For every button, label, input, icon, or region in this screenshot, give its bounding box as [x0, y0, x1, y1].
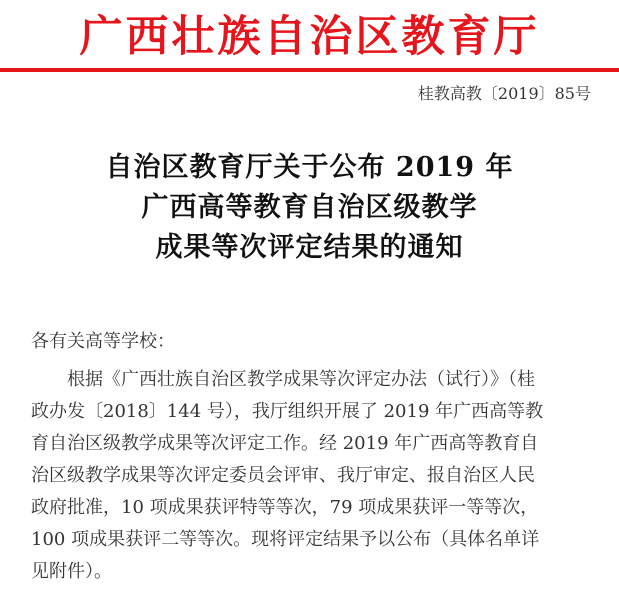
title-line-3: 成果等次评定结果的通知: [155, 232, 464, 263]
title-line-1: 自治区教育厅关于公布 2019 年: [105, 152, 514, 183]
body-line-2: 政办发〔2018〕144 号），我厅组织开展了 2019 年广西高等教: [31, 401, 544, 422]
document-number: 桂教高教〔2019〕85号: [417, 84, 591, 103]
body-paragraph: [31, 364, 596, 588]
agency-header: 广西壮族自治区教育厅: [79, 12, 540, 62]
red-header-rule: [0, 68, 619, 72]
salutation: 各有关高等学校：: [31, 331, 175, 352]
body-line-6: 100 项成果获评二等等次。现将评定结果予以公布（具体名单详: [31, 529, 540, 550]
body-line-1: 根据《广西壮族自治区教学成果等次评定办法（试行）》（桂: [67, 369, 535, 390]
title-line-2: 广西高等教育自治区级教学: [141, 192, 478, 223]
body-line-5: 政府批准，10 项成果获评特等等次，79 项成果获评一等等次，: [31, 497, 539, 518]
body-line-4: 治区级教学成果等次评定委员会评审、我厅审定、报自治区人民: [31, 465, 535, 486]
document-title: [0, 148, 619, 268]
body-line-3: 育自治区级教学成果等次评定工作。经 2019 年广西高等教育自: [31, 433, 539, 454]
body-line-7: 见附件）。: [31, 561, 112, 582]
